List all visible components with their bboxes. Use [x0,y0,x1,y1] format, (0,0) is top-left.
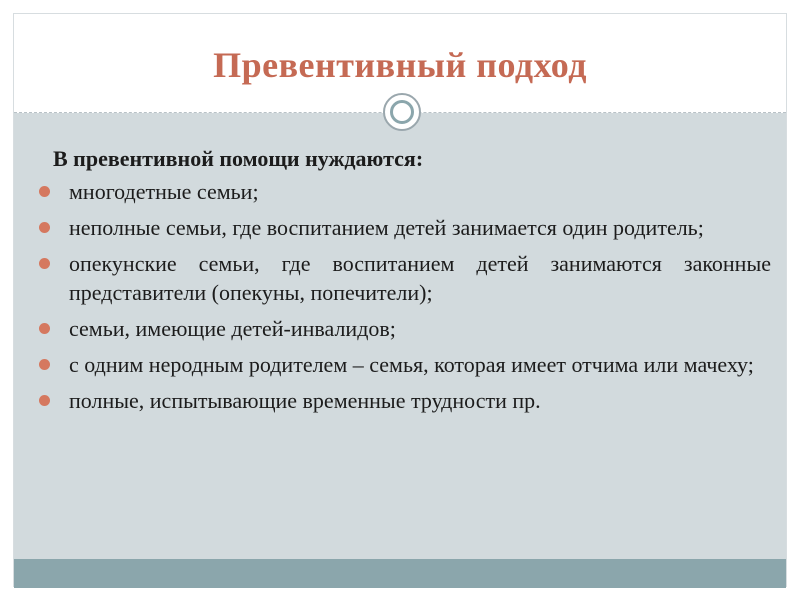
circle-ring-inner [390,100,414,124]
dot-bullet-icon [39,258,50,269]
bullet-list [39,177,771,415]
circle-ring-icon [383,93,421,131]
list-item [39,249,771,307]
list-item [39,386,771,415]
list-item [39,350,771,379]
dot-bullet-icon [39,222,50,233]
slide [13,13,787,587]
list-item [39,177,771,206]
dot-bullet-icon [39,395,50,406]
list-item [39,314,771,343]
dot-bullet-icon [39,323,50,334]
list-item [39,213,771,242]
footer-bar [14,559,786,588]
content-heading: В превентивной помощи нуждаются: [53,146,424,171]
list-item-text: с одним неродным родителем – семья, которая имеет отчима или мачеху; [69,352,754,377]
dot-bullet-icon [39,359,50,370]
list-item-text: неполные семьи, где воспитанием детей занимается один родитель; [69,215,704,240]
list-item-text: многодетные семьи; [69,179,259,204]
dot-bullet-icon [39,186,50,197]
slide-title: Превентивный подход [213,45,587,85]
list-item-text: полные, испытывающие временные трудности пр. [69,388,541,413]
slide-content [39,144,771,422]
list-item-text: семьи, имеющие детей-инвалидов; [69,316,396,341]
list-item-text: опекунские семьи, где воспитанием детей занимаются законные представители (опекуны, попечители); [69,251,771,305]
